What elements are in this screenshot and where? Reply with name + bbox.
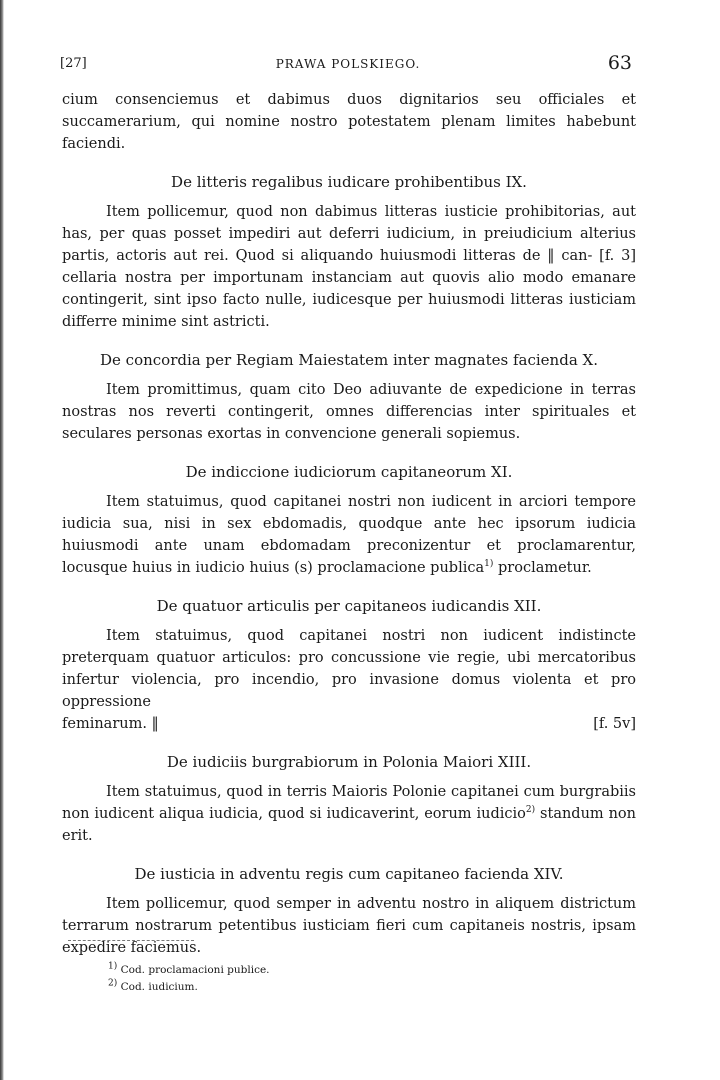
section-paragraph	[62, 491, 636, 579]
section-paragraph: Item pollicemur, quod non dabimus litteras iusticie prohibitorias, aut has, per quas posset impediri aut deferri iudicium, in preiudicium alterius partis, actoris aut rei. Quod si aliquando huiusmodi litteras de ‖ can- [f. 3] cellaria nostra per importunam instanciam aut quovis alio modo emanare contingerit, sint ipso facto nulle, iudicesque per huiusmodi litteras iusticiam differre minime sint astricti.	[62, 204, 636, 330]
page-body	[62, 89, 636, 959]
continuation-paragraph: cium consenciemus et dabimus duos dignitarios seu officiales et succamerarium, qui nomine nostro potestatem plenam limites habebunt faciendi.	[62, 92, 636, 152]
footnote-reference: 1)	[484, 559, 494, 570]
paragraph-last-line	[62, 713, 636, 735]
paragraph-text: proclametur.	[493, 560, 592, 576]
section-heading: De iudiciis burgrabiorum in Polonia Maiori XIII.	[166, 753, 532, 771]
paragraph-text: feminarum. ‖	[62, 716, 159, 732]
folio-number: [27]	[60, 56, 87, 71]
folio-margin-note: [f. 5v]	[593, 716, 636, 732]
section-heading: De quatuor articulis per capitaneos iudicandis XII.	[156, 597, 542, 615]
section-heading: De indiccione iudiciorum capitaneorum XI.	[185, 463, 513, 481]
footnote	[108, 979, 608, 996]
section-heading: De concordia per Regiam Maiestatem inter magnates facienda X.	[100, 351, 598, 369]
footnote-reference: 2)	[525, 805, 536, 816]
section-paragraph	[62, 781, 636, 847]
footnote	[108, 962, 608, 979]
section-paragraph: Item statuimus, quod capitanei nostri non iudicent indistincte preterquam quatuor articulos: pro concussione vie regie, ubi mercatoribus infertur violencia, pro incendio, pro invasione domus violenta et pro oppressione	[62, 628, 636, 710]
page-header	[60, 52, 636, 76]
paragraph-text: Item statuimus, quod in terris Maioris Polonie capitanei cum burgrabiis non iudicent aliqua iudicia, quod si iudicaverint, eorum iudicio	[62, 784, 636, 822]
section-paragraph: Item pollicemur, quod semper in adventu nostro in aliquem districtum terrarum nostrarum petentibus iusticiam fieri cum capitaneis nostris, ipsam expedire faciemus.	[62, 896, 636, 956]
paragraph-text: Item statuimus, quod capitanei nostri non iudicent in arciori tempore iudicia sua, nisi in sex ebdomadis, quodque ante hec ipsorum iudicia huiusmodi ante unam ebdomadam preconizentur et proclamarentur, locusque huius in iudicio huius (s) proclamacione publica	[62, 494, 636, 576]
paragraph-text: standum non erit.	[62, 806, 637, 844]
footnote-text: Cod. proclamacioni publice.	[120, 964, 270, 976]
footnote-mark: 2)	[108, 978, 118, 989]
running-title: PRAWA POLSKIEGO.	[275, 57, 421, 71]
footnotes	[108, 962, 608, 996]
footnote-mark: 1)	[108, 961, 118, 972]
section-heading: De litteris regalibus iudicare prohibentibus IX.	[171, 173, 527, 191]
section-paragraph: Item promittimus, quam cito Deo adiuvante de expedicione in terras nostras nos reverti contingerit, omnes differencias inter spirituales et seculares personas exortas in convencione generali sopiemus.	[62, 382, 636, 442]
book-spine-shadow	[0, 0, 4, 1080]
page-number: 63	[607, 52, 632, 74]
footnote-text: Cod. iudicium.	[120, 981, 198, 993]
section-heading: De iusticia in adventu regis cum capitaneo facienda XIV.	[134, 865, 564, 883]
footnote-divider	[68, 940, 194, 941]
